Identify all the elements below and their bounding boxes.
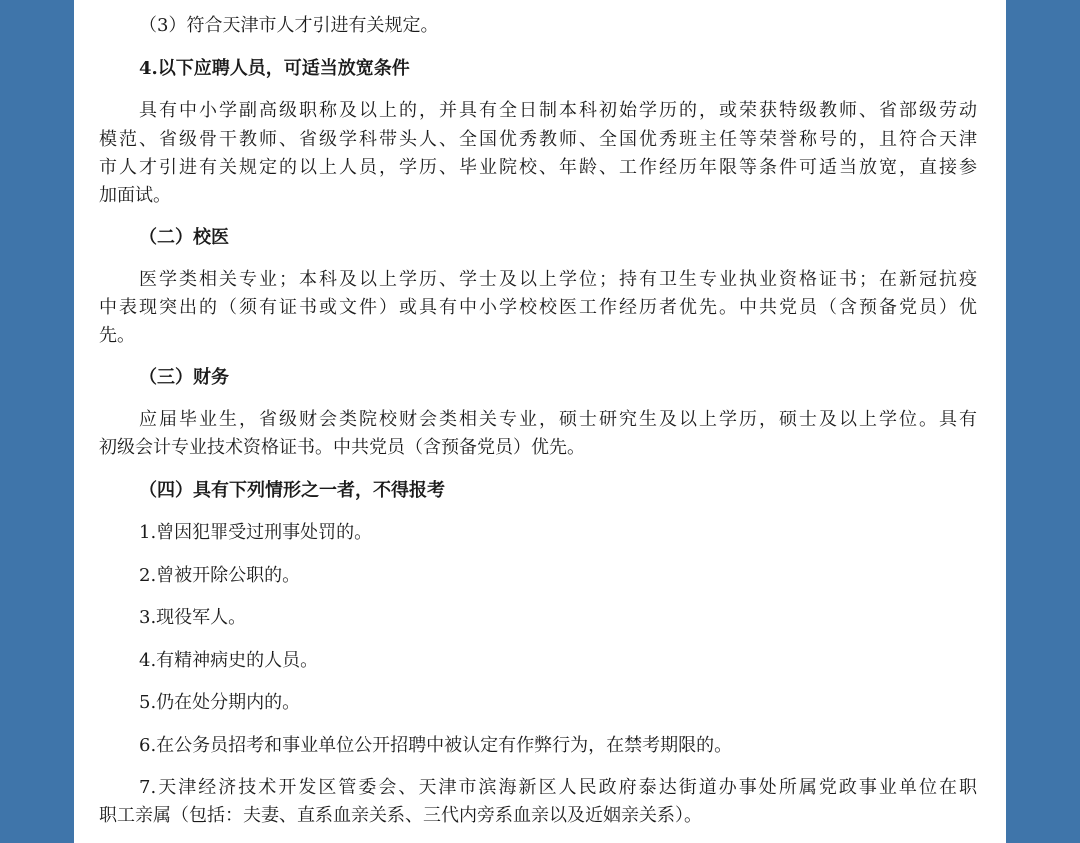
paragraph-line: 加面试。 — [99, 185, 171, 206]
list-item: 1.曾因犯罪受过刑事处罚的。 — [139, 522, 373, 543]
paragraph-line: 医学类相关专业；本科及以上学历、学士及以上学位；持有卫生专业执业资格证书；在新冠抗疫 — [139, 269, 977, 290]
paragraph-line: 模范、省级骨干教师、省级学科带头人、全国优秀教师、全国优秀班主任等荣誉称号的，且符合天津 — [99, 129, 977, 150]
section-title-finance: （三）财务 — [139, 367, 229, 388]
list-item: 7.天津经济技术开发区管委会、天津市滨海新区人民政府泰达街道办事处所属党政事业单位在职 — [139, 777, 977, 798]
list-item: 4.有精神病史的人员。 — [139, 650, 319, 671]
heading-relaxed-conditions: 4.以下应聘人员，可适当放宽条件 — [139, 58, 410, 79]
list-item: 2.曾被开除公职的。 — [139, 565, 301, 586]
section-title-disqualifications: （四）具有下列情形之一者，不得报考 — [139, 480, 445, 501]
list-item: 5.仍在处分期内的。 — [139, 692, 301, 713]
paragraph-line: 应届毕业生，省级财会类院校财会类相关专业，硕士研究生及以上学历，硕士及以上学位。具有 — [139, 409, 977, 430]
section-title-school-doctor: （二）校医 — [139, 227, 229, 248]
paragraph-line: 具有中小学副高级职称及以上的，并具有全日制本科初始学历的，或荣获特级教师、省部级劳动 — [139, 100, 977, 121]
paragraph-line: 先。 — [99, 325, 135, 346]
list-item-continuation: 职工亲属（包括：夫妻、直系血亲关系、三代内旁系血亲以及近姻亲关系）。 — [99, 805, 702, 826]
list-item: 6.在公务员招考和事业单位公开招聘中被认定有作弊行为，在禁考期限的。 — [139, 735, 733, 756]
item-3-text: （3）符合天津市人才引进有关规定。 — [139, 15, 439, 36]
paragraph-line: 市人才引进有关规定的以上人员，学历、毕业院校、年龄、工作经历年限等条件可适当放宽，直接参 — [99, 157, 977, 178]
paragraph-line: 中表现突出的（须有证书或文件）或具有中小学校校医工作经历者优先。中共党员（含预备党员）优 — [99, 297, 977, 318]
document-page — [74, 0, 1006, 843]
paragraph-line: 初级会计专业技术资格证书。中共党员（含预备党员）优先。 — [99, 437, 585, 458]
list-item: 3.现役军人。 — [139, 607, 247, 628]
